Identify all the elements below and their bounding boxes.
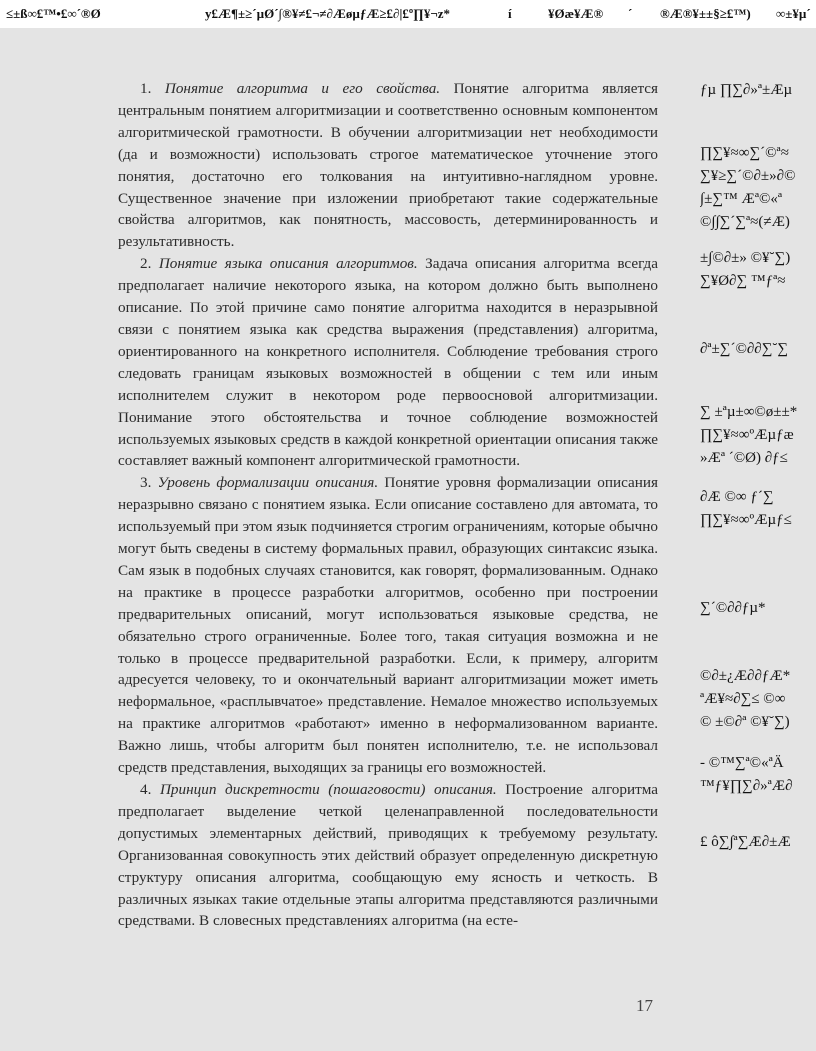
margin-line: ±∫©∂±» ©¥˘∑) <box>700 250 791 266</box>
margin-line: - ©™∑ª©«ªÄ <box>700 755 784 771</box>
margin-line: ™ƒ¥∏∑∂»ªÆ∂ <box>700 778 793 794</box>
garbled-margin-column <box>700 28 816 1051</box>
text-column <box>118 78 658 932</box>
item-term: Понятие языка описания алгоритмов. <box>158 255 418 273</box>
margin-line: ∂Æ ©∞ ƒ´∑ <box>700 489 774 505</box>
margin-line: »Æª ´©Ø) ∂ƒ≤ <box>700 450 788 466</box>
margin-line: ªÆ¥≈∂∑≤ ©∞ <box>700 691 786 707</box>
paragraph <box>118 78 658 253</box>
margin-line: ∏∑¥≈∞ºÆµƒæ <box>700 427 794 443</box>
item-text: Задача описания алгоритма всегда предполагает наличие некоторого языка, на котором должно быть выполнено описание. По этой причине само понятие алгоритма находится в неразрывной связи с понятием языка как средства выражения (представления) алгоритма, ориентированного на конкретного исполнителя. Соблюдение требования строго следовать границам языковых возможностей в общении с тем или иным исполнителем служит в некотором роде первоосновой алгоритмизации. Понимание этого обстоятельства и точное соблюдение возможностей используемых языковых средств в каждой конкретной ориентации описания также составляет важный компонент алгоритмической грамотности. <box>118 255 659 470</box>
item-text: Понятие уровня формализации описания неразрывно связано с понятием языка. Если описание составлено для автомата, то используемый при этом язык подчиняется строгим ограничениям, которые обычно могут быть сведены в систему формальных правил, образующих синтаксис языка. Сам язык в подобных случаях становится, как говорят, формализованным. Однако на практике в процессе разработки алгоритмов, особенно при построении предварительных описаний, могут использоваться языковые средства, не обязательно строго ограниченные. Более того, такая ситуация возможна и не только в процессе предварительной разработки. Если, к примеру, алгоритм адресуется человеку, то и окончательный вариант алгоритмизации может иметь неформальное, «расплывчатое» представление. Немалое множество используемых на практике алгоритмов «работают» именно в неформализованном варианте. Важно лишь, чтобы алгоритм был понятен исполнителю, т.е. не использовал средств представления, выходящих за границы его возможностей. <box>118 474 659 777</box>
header-segment: í <box>508 6 512 21</box>
margin-line: ∫±∑™ Æª©«ª <box>700 191 782 207</box>
scan-header-strip <box>0 0 816 28</box>
item-number: 2. <box>140 255 159 273</box>
margin-line: ©∂±¿Æ∂∂ƒÆ* <box>700 668 791 684</box>
item-number: 1. <box>140 80 165 97</box>
item-number: 3. <box>140 474 158 492</box>
paragraph <box>118 779 658 932</box>
margin-line: £ ô∑∫ª∑Æ∂±Æ <box>700 834 791 850</box>
paragraph <box>118 253 658 472</box>
header-segment: ¥Øæ¥Æ® <box>548 6 604 21</box>
margin-line: ƒµ ∏∑∂»ª±Æµ <box>700 82 793 98</box>
margin-line: ∑´©∂∂ƒµ* <box>700 600 766 616</box>
margin-line: ∑ ±ªµ±∞©ø±±* <box>700 404 798 420</box>
item-term: Уровень формализации описания. <box>157 474 379 492</box>
margin-line: ∏∑¥≈∞ºÆµƒ≤ <box>700 512 792 528</box>
header-segment: ≤±ß∞£™•£∞´®Ø <box>6 6 101 21</box>
header-segment: ®Æ®¥±±§≥£™) <box>660 6 751 21</box>
item-term: Понятие алгоритма и его свойства. <box>164 80 441 97</box>
header-segment: ∞±¥µ´ <box>776 6 811 21</box>
margin-line: ∑¥≥∑´©∂±»∂© <box>700 168 796 184</box>
margin-line: ∑¥Ø∂∑ ™ƒª≈ <box>700 273 786 289</box>
margin-line: ∂ª±∑´©∂∂∑˘∑ <box>700 341 789 357</box>
header-segment: ´ <box>628 6 633 21</box>
book-page <box>0 28 816 1051</box>
margin-line: © ±©∂ª ©¥˘∑) <box>700 714 790 730</box>
page-number: 17 <box>636 996 653 1015</box>
margin-line: ©∫∫∑´∑ª≈(≠Æ) <box>700 214 790 230</box>
item-term: Принцип дискретности (пошаговости) описания. <box>159 781 497 798</box>
item-number: 4. <box>140 781 160 798</box>
item-text: Построение алгоритма предполагает выделение четкой целенаправленной последовательности допустимых элементарных действий, приводящих к требуемому результату. Организованная совокупность этих действий образует определенную дискретную структуру описания алгоритма, сообщающую ему ясность и четкость. В различных языках такие отдельные этапы алгоритма представляются различными средствами. В словесных представлениях алгоритма (на есте- <box>118 781 658 930</box>
margin-line: ∏∑¥≈∞∑´©ª≈ <box>700 145 789 161</box>
paragraph <box>118 472 658 779</box>
header-segment: y£Æ¶±≥´µØ´∫®¥≠£¬≠∂ÆøµƒÆ≥£∂|£º∏¥¬z* <box>205 6 451 21</box>
item-text: Понятие алгоритма является центральным понятием алгоритмизации и соответственно основным компонентом алгоритмической грамотности. В обучении алгоритмизации нет необходимости (да и возможности) использовать строгое математическое уточнение этого понятия, достаточно его толкования на интуитивно-наглядном уровне. Существенное значение при изложении приобретают такие содержательные свойства алгоритмов, как понятность, массовость, детерминированность и результативность. <box>118 80 658 251</box>
